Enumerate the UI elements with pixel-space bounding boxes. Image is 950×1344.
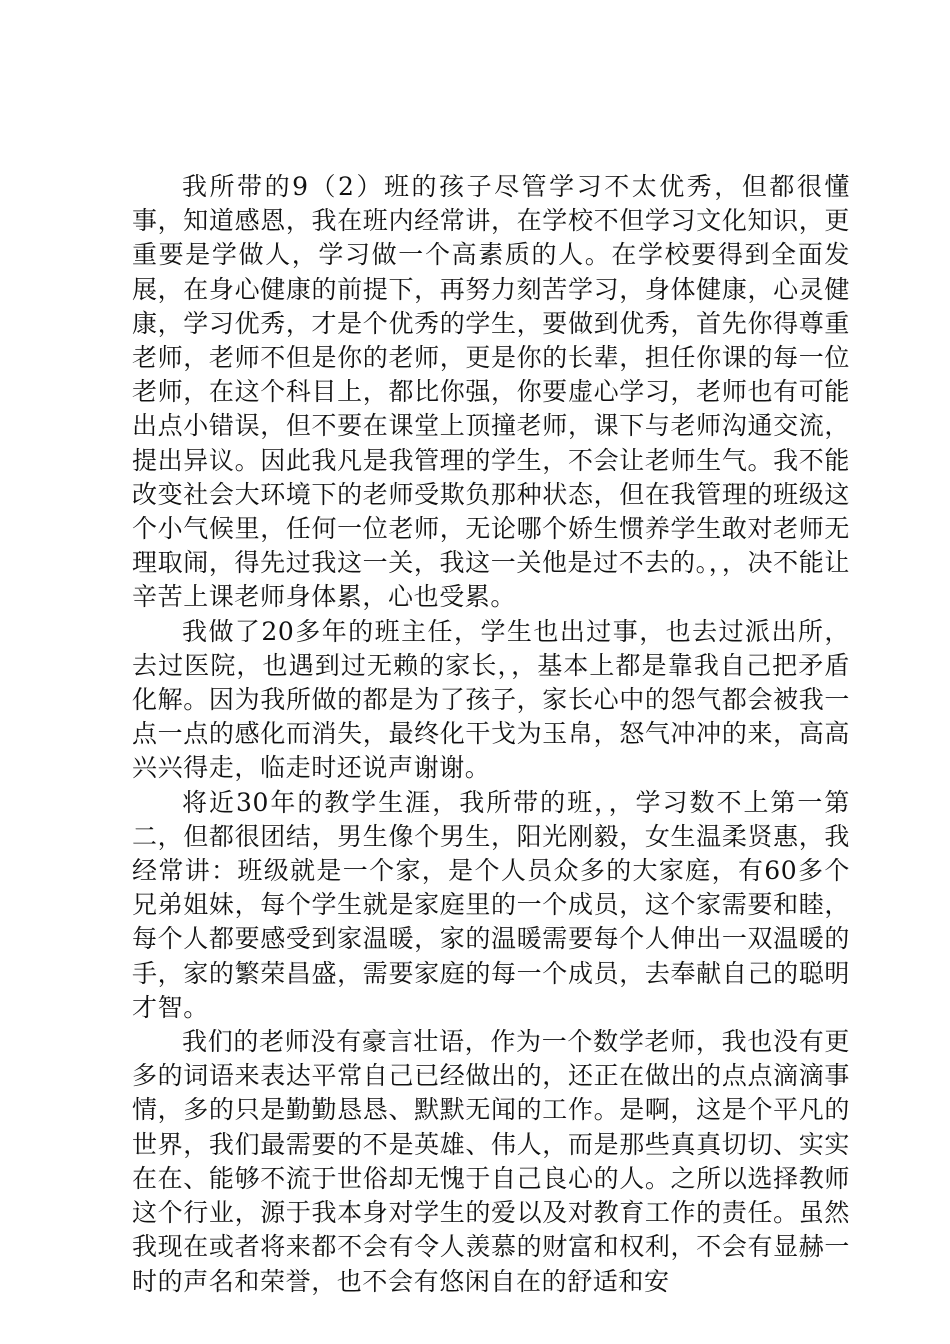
document-body [132, 170, 850, 1299]
paragraph: 将近30年的教学生涯，我所带的班，，学习数不上第一第二，但都很团结，男生像个男生，阳光刚毅，女生温柔贤惠，我经常讲：班级就是一个家，是个人员众多的大家庭，有60多个兄弟姐妹，每个学生就是家庭里的一个成员，这个家需要和睦，每个人都要感受到家温暖，家的温暖需要每个人伸出一双温暖的手，家的繁荣昌盛，需要家庭的每一个成员，去奉献自己的聪明才智。 [132, 787, 850, 1022]
paragraph: 我们的老师没有豪言壮语，作为一个数学老师，我也没有更多的词语来表达平常自己已经做出的，还正在做出的点点滴滴事情，多的只是勤勤恳恳、默默无闻的工作。是啊，这是个平凡的世界，我们最需要的不是英雄、伟人，而是那些真真切切、实实在在、能够不流于世俗却无愧于自己良心的人。之所以选择教师这个行业，源于我本身对学生的爱以及对教育工作的责任。虽然我现在或者将来都不会有令人羡慕的财富和权利，不会有显赫一时的声名和荣誉，也不会有悠闲自在的舒适和安 [132, 1027, 850, 1296]
paragraph: 我所带的9（2）班的孩子尽管学习不太优秀，但都很懂事，知道感恩，我在班内经常讲，在学校不但学习文化知识，更重要是学做人，学习做一个高素质的人。在学校要得到全面发展，在身心健康的前提下，再努力刻苦学习，身体健康，心灵健康，学习优秀，才是个优秀的学生，要做到优秀，首先你得尊重老师，老师不但是你的老师，更是你的长辈，担任你课的每一位老师，在这个科目上，都比你强，你要虚心学习，老师也有可能出点小错误，但不要在课堂上顶撞老师，课下与老师沟通交流，提出异议。因此我凡是我管理的学生，不会让老师生气。我不能改变社会大环境下的老师受欺负那种状态，但在我管理的班级这个小气候里，任何一位老师，无论哪个娇生惯养学生敢对老师无理取闹，得先过我这一关，我这一关他是过不去的。，，决不能让辛苦上课老师身体累，心也受累。 [132, 172, 850, 612]
paragraph: 我做了20多年的班主任，学生也出过事，也去过派出所，去过医院，也遇到过无赖的家长，，基本上都是靠我自己把矛盾化解。因为我所做的都是为了孩子，家长心中的怨气都会被我一点一点的感化而消失，最终化干戈为玉帛，怒气冲冲的来，高高兴兴得走，临走时还说声谢谢。 [132, 616, 850, 783]
